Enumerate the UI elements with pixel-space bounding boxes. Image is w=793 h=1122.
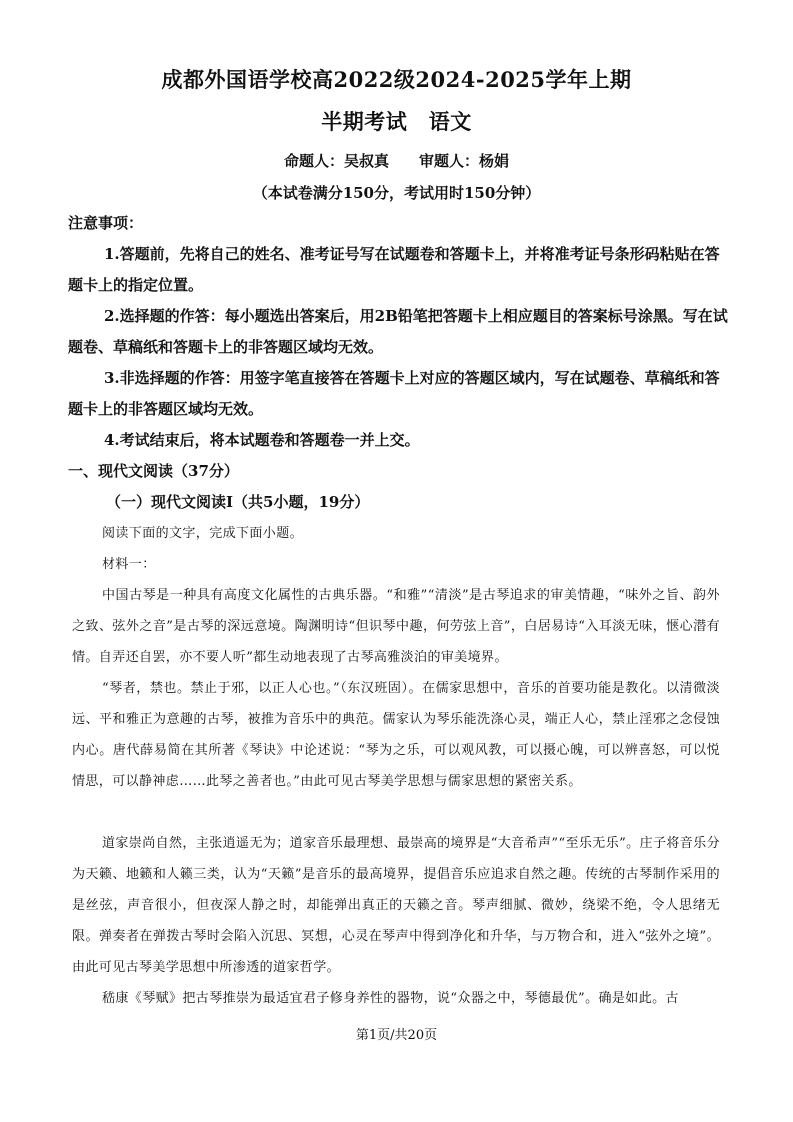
exam-info: （本试卷满分150分，考试用时150分钟） [252, 184, 541, 202]
material-paragraph-2: “琴者，禁也。禁止于邪，以正人心也。”（东汉班固）。在儒家思想中，音乐的首要功能是教化。以清微淡远、平和雅正为意趣的古琴，被推为音乐中的典范。儒家认为琴乐能洗涤心灵，端正人心，禁止淫邪之念侵蚀内心。唐代薛易简在其所著《琴诀》中论述说：“琴为之乐，可以观风教，可以摄心魄，可以辨喜怒，可以悦情思，可以静神虑……此琴之善者也。”由此可见古琴美学思想与儒家思想的紧密关系。 [72, 681, 720, 789]
notice-item-2: 2.选择题的作答：每小题选出答案后，用2B铅笔把答题卡上相应题目的答案标号涂黑。写在试题卷、草稿纸和答题卡上的非答题区域均无效。 [68, 307, 728, 356]
section-subheading: （一）现代文阅读Ⅰ（共5小题，19分） [106, 493, 370, 511]
notice-heading: 注意事项： [68, 214, 144, 232]
notice-item-3: 3.非选择题的作答：用签字笔直接答在答题卡上对应的答题区域内，写在试题卷、草稿纸和答题卡上的非答题区域均无效。 [68, 369, 720, 418]
material-paragraph-3: 道家崇尚自然，主张逍遥无为；道家音乐最理想、最崇高的境界是“大音希声”“至乐无乐”。庄子将音乐分为天籁、地籁和人籁三类，认为“天籁”是音乐的最高境界，提倡音乐应追求自然之趣。传统的古琴制作采用的是丝弦，声音很小，但夜深人静之时，却能弹出真正的天籁之音。琴声细腻、微妙，绕梁不绝，令人思绪无限。弹奏者在弹拨古琴时会陷入沉思、冥想，心灵在琴声中得到净化和升华，与万物合和，进入“弦外之境”。由此可见古琴美学思想中所渗透的道家哲学。 [72, 836, 720, 975]
material-label: 材料一： [102, 557, 156, 572]
exam-title: 成都外国语学校高2022级2024-2025学年上期 [161, 67, 632, 92]
notice-item-4: 4.考试结束后，将本试题卷和答题卷一并上交。 [104, 431, 420, 449]
reading-instruction: 阅读下面的文字，完成下面小题。 [102, 526, 304, 541]
page-number: 第1页/共20页 [355, 1028, 438, 1043]
exam-authors: 命题人：吴叔真 审题人：杨娟 [283, 152, 509, 170]
exam-subtitle: 半期考试 语文 [321, 109, 472, 134]
notice-item-1: 1.答题前，先将自己的姓名、准考证号写在试题卷和答题卡上，并将准考证号条形码粘贴在答题卡上的指定位置。 [68, 245, 720, 294]
section-heading: 一、现代文阅读（37分） [68, 462, 239, 480]
material-paragraph-4: 嵇康《琴赋》把古琴推崇为最适宜君子修身养性的器物，说“众器之中，琴德最优”。确是如此。古 [102, 991, 679, 1006]
material-paragraph-1: 中国古琴是一种具有高度文化属性的古典乐器。“和雅”“清淡”是古琴追求的审美情趣，“味外之旨、韵外之致、弦外之音”是古琴的深远意境。陶渊明诗“但识琴中趣，何劳弦上音”，白居易诗“入耳淡无味，惬心潜有情。自弄还自罢，亦不要人听”都生动地表现了古琴高雅淡泊的审美境界。 [72, 588, 720, 665]
